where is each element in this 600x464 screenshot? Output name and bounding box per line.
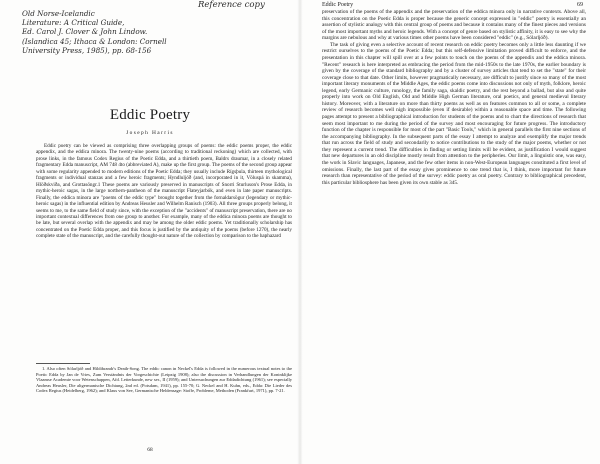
body-paragraph: preservation of the poems of the appendix and the preservation of the eddica minora only in narrative contexts. Above all, this concentration on the Poetic Edda is proper because the generic concept expressed in "eddic" poetry is essentially an assertion of stylistic analogy with this central group of poems and because it contains many of the finest pieces and versions of the most important myths and heroic legends. With a concept of genre based on stylistic affinity, it is easy to see why the margins are nebulous and why at various times other poems have been considered "eddic" (e.g., Sólarljóð). — [322, 9, 586, 42]
right-body-text — [322, 9, 586, 186]
chapter-author: Joseph Harris — [126, 130, 174, 136]
handwritten-line: Ed. Carol J. Clover & John Lindow. — [22, 27, 148, 37]
chapter-title: Eddic Poetry — [109, 107, 191, 123]
footnote-block — [36, 366, 292, 394]
right-page-number: 69 — [577, 2, 583, 8]
running-head: Eddic Poetry — [322, 2, 354, 8]
handwritten-citation — [22, 9, 167, 55]
left-body-text — [36, 143, 292, 240]
handwritten-line: Old Norse-Icelandic — [22, 9, 95, 18]
body-paragraph: Eddic poetry can be viewed as comprising three overlapping groups of poems: the eddic poems proper, the eddic appendix, and the eddica minora. The twenty-nine poems (according to traditional reckoning) which are collected, with prose links, in the famous Codex Regius of the Poetic Edda, and a thirtieth poem, Baldrs draumar, in a closely related fragmentary Edda manuscript, AM 748 4to (abbreviated A), make up the first group. The poems of the second group appear with some regularity appended to modern editions of the Poetic Edda; they usually include Rígsþula, thirteen mythological fragments or individual stanzas and a few heroic fragments; Hyndluljóð (and, incorporated in it, Völuspá in skamma), Hlöðskviða, and Grottasöngr.1 These poems are variously preserved in manuscripts of Snorri Sturluson's Prose Edda, in mythic-heroic sagas, in the large northern-pantheon of the manuscript Flateyjarbók, and even in late paper manuscripts. Finally, the eddica minora are "poems of the eddic type" brought together from the fornaldarsögur (legendary or mythic-heroic sagas) in the influential edition by Andreas Heusler and Wilhelm Ranisch (1903). All three groups properly belong, it seems to me, to the same field of study since, with the exception of the "accidents" of manuscript preservation, there are no important contextual differences from one group to another. For example, many of the eddica minora poems are thought to be late, but several overlap with the appendix and may be among the older eddic poems. Yet traditionally scholarship has concentrated on the Poetic Edda proper, and this focus is justified by the antiquity of the poems (before 1270), the nearly complete state of the manuscript, and the carefully thought-out nature of the collection by comparison to the haphazard — [36, 143, 292, 240]
footnote-rule — [36, 363, 90, 364]
body-paragraph: The task of giving even a selective account of recent research on eddic poetry becomes only a little less daunting if we restrict ourselves to the poems of the Poetic Edda; but this self-defensive limitation proved difficult to enforce, and the presentation in this chapter will spill over at a few points to touch on the poems of the appendix and the eddica minora. "Recent" research is here interpreted as embracing the period from the mid-1950s to the late 1970s, the earlier boundary is given by the coverage of the standard bibliography and by a cluster of survey articles that tend to set the "state" for their coverage close to that date. Other limits, however pragmatically necessary, are difficult to justify since so many of the most important literary monuments of the Middle Ages, the eddic poems come into discussions not only of myth, folklore, heroic legend, early Germanic culture, runology, the family saga, skaldic poetry, and the rest beyond a ballad, but also and quite properly into work on Old English, Old and Middle High German literature, oral poetics, and general medieval literary history. Moreover, with a literature on more than thirty poems as well as on features common to all or some, a complete review of research becomes well nigh impossible (even if desirable) within a reasonable space and time. The following pages attempt to present a bibliographical introduction for students of the poems and to chart the directions of research that seem most important to me during the period of the survey and most encouraging for future progress. The introductory function of the chapter is responsible for most of the part "Basic Tools," which in general parallels the first nine sections of the accompanying bibliography. In the subsequent parts of the essay I attempt to analyze and exemplify the major trends that run across the field of study and secondarily to notice contributions to the study of the major poems, whether or not they represent a current trend. The difficulties in finding or setting limits will be evident, as justification I would suggest that new departures in an old discipline mostly result from attention to the peripheries. Our limit, a linguistic one, was easy, the work in Slavic languages, Japanese, and the few other items in non-West-European languages constituted a first level of omissions. Finally, the last part of the essay gives prominence to one trend that is, I think, more important for future research than representative of the period of the survey: eddic poetry as oral poetry. Contrary to bibliographical precedent, this particular bibliosphere has been given its own stable as 345. — [322, 41, 586, 186]
handwritten-line: (Islandica 45; Ithaca & London: Cornell — [22, 36, 167, 46]
right-page — [300, 0, 600, 464]
footnote-text: 1. Also often Sólarljóð and Hildibrandr's Death-Song. The eddic canon in Neckel's Edda is followed in the numerous textual notes to the Poetic Edda by Jan de Vries, Zum Verständnis der Vorgeschichte (Leipzig 1908); also the discussion in Verhandlungen der Koninklijke Vlaamse Academie voor Wetenschappen, Afd. Letterkunde, new ser., II (1959); and Untersuchungen zur Eddadichtung (1961); see especially Andreas Heusler, Die altgermanische Dichtung, 2nd ed. (Potsdam, 1941), pp. 155-70; G. Neckel and H. Kuhn, eds., Edda: Die Lieder des Codex Regius (Heidelberg, 1962); and Klaus von See, Germanische Heldensage: Stoffe, Probleme, Methoden (Frankfurt, 1971), pp. 7-21. — [36, 366, 292, 393]
handwritten-line: University Press, 1985), pp. 68-156 — [22, 45, 152, 55]
handwritten-line: Literature: A Critical Guide, — [22, 18, 125, 28]
handwritten-reference-note: Reference copy — [198, 0, 265, 10]
left-page-number: 68 — [147, 447, 153, 453]
